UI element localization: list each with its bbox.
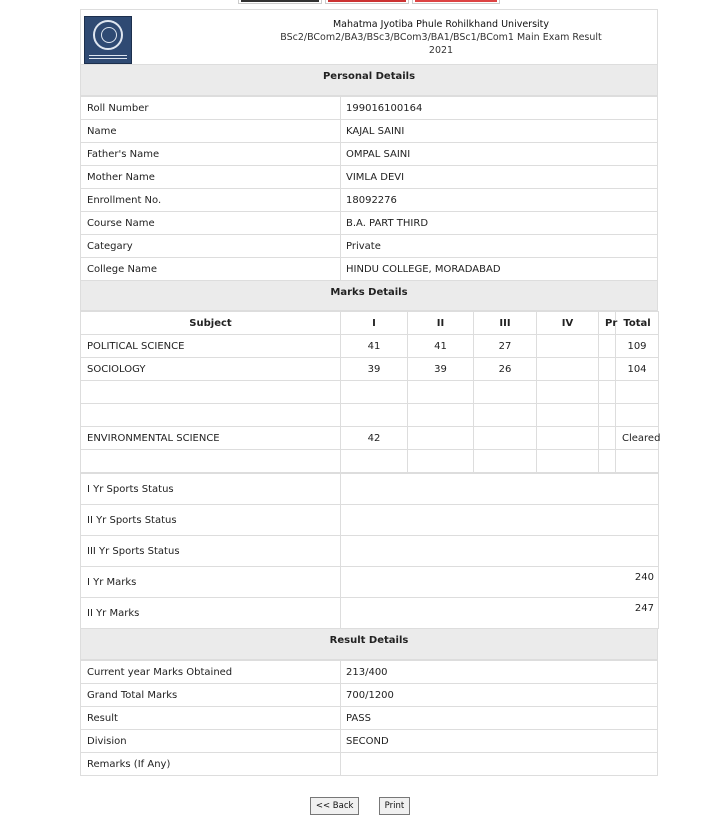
subject-name: ENVIRONMENTAL SCIENCE: [81, 427, 341, 450]
marks-row: [81, 450, 659, 473]
mark-cell: 26: [474, 358, 537, 381]
mark-cell: [537, 381, 599, 404]
status-row: [81, 567, 659, 598]
mark-cell: [616, 450, 659, 473]
row-value: [341, 753, 658, 776]
mark-cell: [408, 381, 474, 404]
row-label: Grand Total Marks: [81, 684, 341, 707]
marks-col-header: I: [341, 312, 408, 335]
sports-marks-table: [80, 473, 659, 629]
banner-link[interactable]: [325, 0, 409, 4]
row-label: Father's Name: [81, 143, 341, 166]
mark-cell: [599, 450, 616, 473]
mark-cell: 109: [616, 335, 659, 358]
action-buttons: [0, 797, 720, 815]
subject-name: [81, 404, 341, 427]
result-row: [81, 707, 658, 730]
subject-name: [81, 381, 341, 404]
mark-cell: 39: [341, 358, 408, 381]
mark-cell: 27: [474, 335, 537, 358]
mark-cell: [474, 404, 537, 427]
marks-col-header: Subject: [81, 312, 341, 335]
personal-row: [81, 143, 658, 166]
mark-cell: [537, 450, 599, 473]
mark-cell: 41: [408, 335, 474, 358]
seal-emblem-icon: [93, 20, 123, 50]
mark-cell: [408, 427, 474, 450]
page-header: [80, 9, 658, 65]
mark-cell: [341, 404, 408, 427]
exam-title: BSc2/BCom2/BA3/BSc3/BCom3/BA1/BSc1/BCom1 Main Exam Result 2021: [280, 32, 602, 56]
result-row: [81, 730, 658, 753]
marks-row: [81, 381, 659, 404]
status-label: II Yr Marks: [81, 598, 341, 629]
row-value: VIMLA DEVI: [341, 166, 658, 189]
row-value: OMPAL SAINI: [341, 143, 658, 166]
mark-cell: [408, 450, 474, 473]
status-label: II Yr Sports Status: [81, 505, 341, 536]
mark-cell: [341, 381, 408, 404]
personal-row: [81, 120, 658, 143]
status-row: [81, 505, 659, 536]
mark-cell: 42: [341, 427, 408, 450]
university-logo: [84, 16, 132, 64]
personal-row: [81, 97, 658, 120]
result-container: [80, 9, 661, 776]
row-label: Remarks (If Any): [81, 753, 341, 776]
result-row: [81, 684, 658, 707]
personal-row: [81, 258, 658, 281]
mark-cell: 41: [341, 335, 408, 358]
personal-row: [81, 166, 658, 189]
row-label: Result: [81, 707, 341, 730]
marks-col-header: Pr: [599, 312, 616, 335]
row-label: College Name: [81, 258, 341, 281]
row-value: 199016100164: [341, 97, 658, 120]
subject-name: POLITICAL SCIENCE: [81, 335, 341, 358]
mark-cell: Cleared: [616, 427, 659, 450]
mark-cell: [599, 335, 616, 358]
personal-row: [81, 189, 658, 212]
row-label: Name: [81, 120, 341, 143]
status-label: I Yr Sports Status: [81, 474, 341, 505]
mark-cell: [599, 381, 616, 404]
mark-cell: [616, 381, 659, 404]
status-value: [341, 536, 659, 567]
row-value: SECOND: [341, 730, 658, 753]
row-value: 18092276: [341, 189, 658, 212]
banner-link[interactable]: [412, 0, 500, 4]
status-value: [341, 474, 659, 505]
banner-link[interactable]: [238, 0, 322, 4]
marks-row: [81, 427, 659, 450]
row-value: HINDU COLLEGE, MORADABAD: [341, 258, 658, 281]
row-label: Division: [81, 730, 341, 753]
marks-row: [81, 404, 659, 427]
top-banner-links: [236, 0, 500, 5]
subject-name: SOCIOLOGY: [81, 358, 341, 381]
mark-cell: 39: [408, 358, 474, 381]
status-label: I Yr Marks: [81, 567, 341, 598]
mark-cell: [537, 358, 599, 381]
mark-cell: [474, 427, 537, 450]
row-label: Current year Marks Obtained: [81, 661, 341, 684]
row-value: 213/400: [341, 661, 658, 684]
row-value: KAJAL SAINI: [341, 120, 658, 143]
row-value: Private: [341, 235, 658, 258]
marks-col-header: IV: [537, 312, 599, 335]
personal-row: [81, 212, 658, 235]
marks-table: [80, 311, 659, 473]
mark-cell: [537, 404, 599, 427]
mark-cell: [599, 404, 616, 427]
mark-cell: [537, 427, 599, 450]
status-label: III Yr Sports Status: [81, 536, 341, 567]
marks-col-header: II: [408, 312, 474, 335]
marks-col-header: Total: [616, 312, 659, 335]
status-value: 240: [341, 567, 659, 598]
mark-cell: [474, 381, 537, 404]
mark-cell: [474, 450, 537, 473]
mark-cell: [599, 427, 616, 450]
university-name: Mahatma Jyotiba Phule Rohilkhand University: [332, 19, 550, 30]
row-label: Categary: [81, 235, 341, 258]
personal-details-heading: Personal Details: [80, 65, 658, 96]
mark-cell: 104: [616, 358, 659, 381]
result-details-table: [80, 660, 658, 776]
row-value: PASS: [341, 707, 658, 730]
row-value: 700/1200: [341, 684, 658, 707]
marks-details-heading: Marks Details: [80, 281, 658, 311]
print-button[interactable]: Print: [379, 797, 411, 815]
row-label: Mother Name: [81, 166, 341, 189]
personal-details-table: [80, 96, 658, 281]
status-row: [81, 598, 659, 629]
row-label: Roll Number: [81, 97, 341, 120]
result-row: [81, 753, 658, 776]
mark-cell: [341, 450, 408, 473]
result-details-heading: Result Details: [80, 629, 658, 660]
row-value: B.A. PART THIRD: [341, 212, 658, 235]
back-button[interactable]: << Back: [310, 797, 360, 815]
status-value: 247: [341, 598, 659, 629]
mark-cell: [537, 335, 599, 358]
personal-row: [81, 235, 658, 258]
status-row: [81, 474, 659, 505]
mark-cell: [408, 404, 474, 427]
row-label: Course Name: [81, 212, 341, 235]
status-row: [81, 536, 659, 567]
status-value: [341, 505, 659, 536]
marks-row: [81, 335, 659, 358]
subject-name: [81, 450, 341, 473]
mark-cell: [616, 404, 659, 427]
marks-col-header: III: [474, 312, 537, 335]
result-row: [81, 661, 658, 684]
marks-row: [81, 358, 659, 381]
mark-cell: [599, 358, 616, 381]
row-label: Enrollment No.: [81, 189, 341, 212]
